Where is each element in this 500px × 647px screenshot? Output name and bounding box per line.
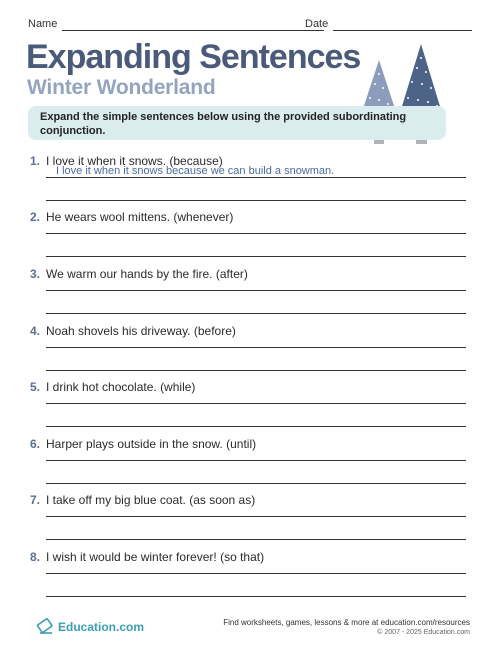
answer-line[interactable] — [46, 347, 466, 348]
question-number: 2. — [30, 210, 41, 224]
answer-line[interactable] — [46, 539, 466, 540]
question-text: I take off my big blue coat. (as soon as) — [46, 493, 256, 507]
footer-copyright: © 2007 - 2025 Education.com — [377, 629, 470, 636]
question-number: 3. — [30, 267, 41, 281]
name-field[interactable] — [62, 30, 324, 31]
footer-tagline: Find worksheets, games, lessons & more at education.com/resources — [223, 618, 470, 627]
question-number: 6. — [30, 437, 41, 451]
page-title: Expanding Sentences — [26, 38, 361, 76]
question-text: Harper plays outside in the snow. (until) — [46, 437, 257, 451]
question-number: 1. — [30, 154, 41, 168]
answer-line[interactable] — [46, 370, 466, 371]
education-logo-icon — [36, 617, 56, 637]
instructions-box: Expand the simple sentences below using the provided subordinating conjunction. — [28, 106, 446, 140]
question-number: 5. — [30, 380, 41, 394]
answer-line[interactable] — [46, 403, 466, 404]
question-8 — [28, 550, 468, 606]
answer-line[interactable] — [46, 177, 466, 178]
question-text: He wears wool mittens. (whenever) — [46, 210, 234, 224]
answer-line[interactable] — [46, 596, 466, 597]
answer-line[interactable] — [46, 573, 466, 574]
date-field[interactable] — [333, 30, 472, 31]
example-answer: I love it when it snows because we can build a snowman. — [56, 165, 335, 177]
answer-line[interactable] — [46, 313, 466, 314]
question-number: 4. — [30, 324, 41, 338]
question-text: I wish it would be winter forever! (so that) — [46, 550, 265, 564]
footer — [223, 618, 470, 636]
question-4 — [28, 324, 468, 380]
question-text: Noah shovels his driveway. (before) — [46, 324, 236, 338]
question-6 — [28, 437, 468, 493]
question-number: 7. — [30, 493, 41, 507]
answer-line[interactable] — [46, 233, 466, 234]
name-row — [28, 16, 472, 34]
answer-line[interactable] — [46, 460, 466, 461]
question-text: I love it when it snows. (because) — [46, 154, 223, 168]
answer-line[interactable] — [46, 483, 466, 484]
question-5 — [28, 380, 468, 436]
answer-line[interactable] — [46, 426, 466, 427]
question-number: 8. — [30, 550, 41, 564]
question-text: I drink hot chocolate. (while) — [46, 380, 196, 394]
answer-line[interactable] — [46, 256, 466, 257]
question-text: We warm our hands by the fire. (after) — [46, 267, 248, 281]
question-7 — [28, 493, 468, 549]
answer-line[interactable] — [46, 516, 466, 517]
name-label: Name — [28, 18, 58, 30]
question-3 — [28, 267, 468, 323]
answer-line[interactable] — [46, 200, 466, 201]
question-2 — [28, 210, 468, 266]
logo-text: Education.com — [58, 620, 145, 634]
answer-line[interactable] — [46, 290, 466, 291]
date-label: Date — [305, 18, 329, 30]
question-1 — [28, 154, 468, 210]
page-subtitle: Winter Wonderland — [27, 76, 216, 99]
